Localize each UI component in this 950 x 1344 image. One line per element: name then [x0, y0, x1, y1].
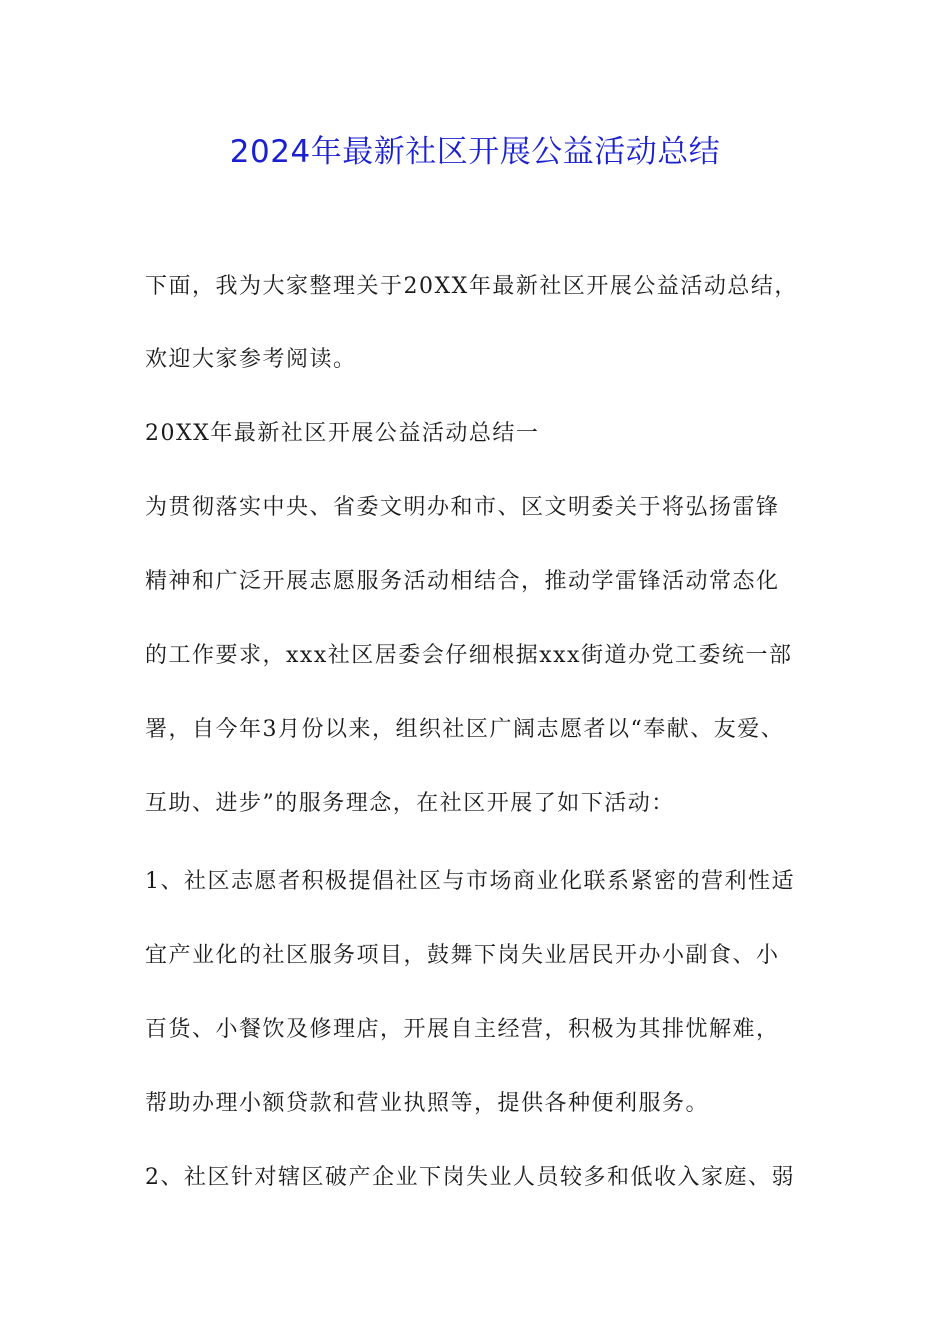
list-item-line: 1、社区志愿者积极提倡社区与市场商业化联系紧密的营利性适	[145, 869, 795, 894]
paragraph-line: 欢迎大家参考阅读。	[145, 347, 357, 372]
section-heading: 20XX年最新社区开展公益活动总结一	[145, 421, 540, 446]
paragraph-line: 的工作要求，xxx社区居委会仔细根据xxx街道办党工委统一部	[145, 643, 793, 668]
list-item-line: 2、社区针对辖区破产企业下岗失业人员较多和低收入家庭、弱	[145, 1165, 795, 1190]
list-item-line: 宜产业化的社区服务项目，鼓舞下岗失业居民开办小副食、小	[145, 943, 780, 968]
paragraph-line: 署，自今年3月份以来，组织社区广阔志愿者以“奉献、友爱、	[145, 717, 785, 742]
list-item-line: 百货、小餐饮及修理店，开展自主经营，积极为其排忧解难，	[145, 1017, 780, 1042]
document-title: 2024年最新社区开展公益活动总结	[229, 134, 721, 170]
paragraph-line: 下面，我为大家整理关于20XX年最新社区开展公益活动总结，	[145, 274, 798, 299]
paragraph-line: 精神和广泛开展志愿服务活动相结合，推动学雷锋活动常态化	[145, 569, 780, 594]
paragraph-line: 互助、进步”的服务理念，在社区开展了如下活动：	[145, 791, 675, 816]
list-item-line: 帮助办理小额贷款和营业执照等，提供各种便利服务。	[145, 1091, 710, 1116]
paragraph-line: 为贯彻落实中央、省委文明办和市、区文明委关于将弘扬雷锋	[145, 495, 780, 520]
